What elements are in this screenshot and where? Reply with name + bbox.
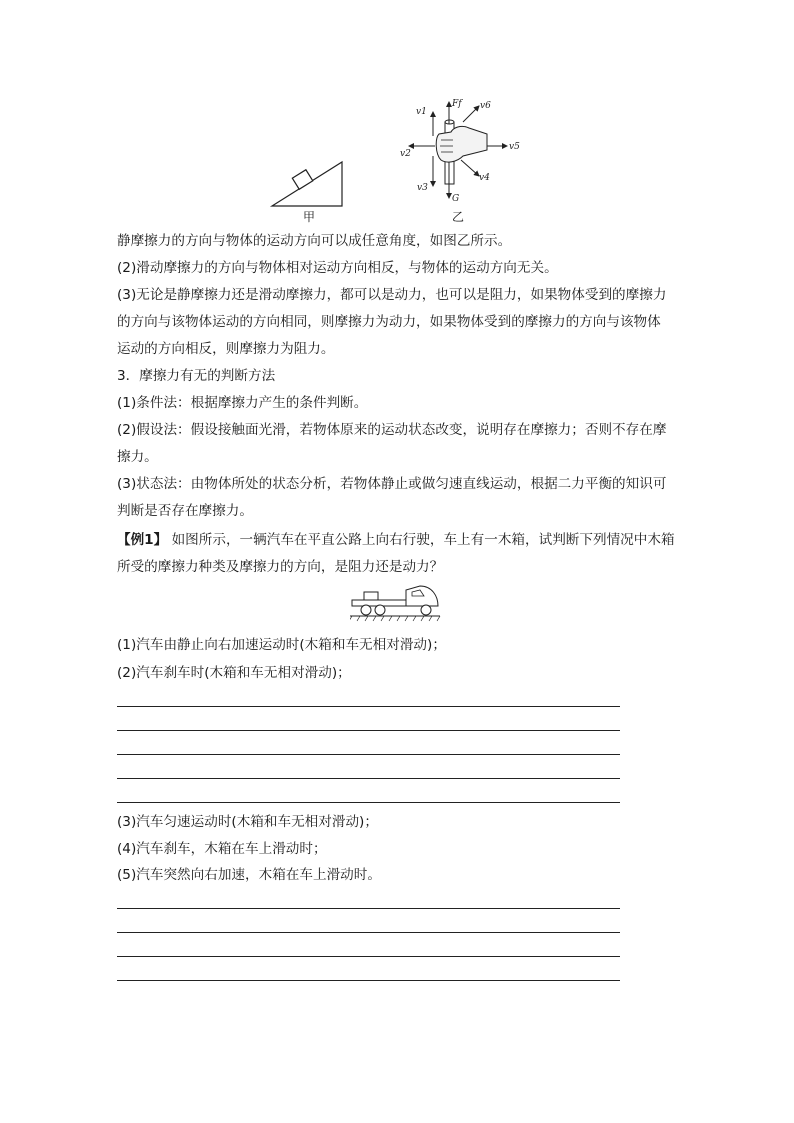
paragraph-line: (1)条件法：根据摩擦力产生的条件判断。	[117, 395, 368, 411]
paragraph-line: (2)假设法：假设接触面光滑，若物体原来的运动状态改变，说明存在摩擦力；否则不存在摩	[117, 422, 667, 438]
answer-line[interactable]	[117, 956, 620, 957]
paragraph-line: 静摩擦力的方向与物体的运动方向可以成任意角度，如图乙所示。	[117, 233, 512, 249]
answer-line[interactable]	[117, 730, 620, 731]
figure-caption-jia: 甲	[303, 210, 316, 224]
example-line: 所受的摩擦力种类及摩擦力的方向，是阻力还是动力？	[117, 559, 444, 575]
answer-line[interactable]	[117, 778, 620, 779]
paragraph-line: (3)无论是静摩擦力还是滑动摩擦力，都可以是动力，也可以是阻力，如果物体受到的摩擦力	[117, 287, 667, 303]
hand-figure	[395, 94, 530, 206]
example-line	[117, 531, 675, 549]
section-heading: 3．摩擦力有无的判断方法	[117, 368, 276, 384]
paragraph-line: 的方向与该物体运动的方向相同，则摩擦力为动力，如果物体受到的摩擦力的方向与该物体	[117, 314, 661, 330]
answer-line[interactable]	[117, 706, 620, 707]
truck-figure	[350, 582, 442, 624]
label-v6: v6	[480, 101, 491, 111]
figure-caption-yi: 乙	[452, 210, 465, 224]
incline-figure	[268, 150, 348, 210]
example-tag: 【例1】	[117, 532, 168, 548]
label-v3: v3	[417, 183, 428, 193]
truck-diagram	[350, 582, 442, 624]
label-v2: v2	[400, 149, 411, 159]
label-v4: v4	[479, 173, 490, 183]
paragraph-line: (2)滑动摩擦力的方向与物体相对运动方向相反，与物体的运动方向无关。	[117, 260, 558, 276]
answer-line[interactable]	[117, 932, 620, 933]
example-text: 如图所示，一辆汽车在平直公路上向右行驶，车上有一木箱，试判断下列情况中木箱	[167, 532, 675, 548]
incline-diagram	[268, 150, 348, 210]
paragraph-line: 判断是否存在摩擦力。	[117, 503, 253, 519]
answer-line[interactable]	[117, 754, 620, 755]
question-line: (5)汽车突然向右加速，木箱在车上滑动时。	[117, 867, 381, 883]
answer-line[interactable]	[117, 802, 620, 803]
question-line: (4)汽车刹车，木箱在车上滑动时；	[117, 841, 327, 857]
question-line: (3)汽车匀速运动时(木箱和车无相对滑动)；	[117, 814, 378, 830]
answer-line[interactable]	[117, 980, 620, 981]
label-ff: Ff	[452, 99, 462, 109]
paragraph-line: 擦力。	[117, 449, 158, 465]
question-line: (1)汽车由静止向右加速运动时(木箱和车无相对滑动)；	[117, 637, 446, 653]
question-line: (2)汽车刹车时(木箱和车无相对滑动)；	[117, 665, 351, 681]
hand-diagram	[395, 94, 530, 206]
paragraph-line: 运动的方向相反，则摩擦力为阻力。	[117, 341, 335, 357]
answer-line[interactable]	[117, 908, 620, 909]
paragraph-line: (3)状态法：由物体所处的状态分析，若物体静止或做匀速直线运动，根据二力平衡的知识可	[117, 476, 667, 492]
label-v5: v5	[509, 142, 520, 152]
label-v1: v1	[416, 107, 427, 117]
label-g: G	[452, 194, 460, 204]
